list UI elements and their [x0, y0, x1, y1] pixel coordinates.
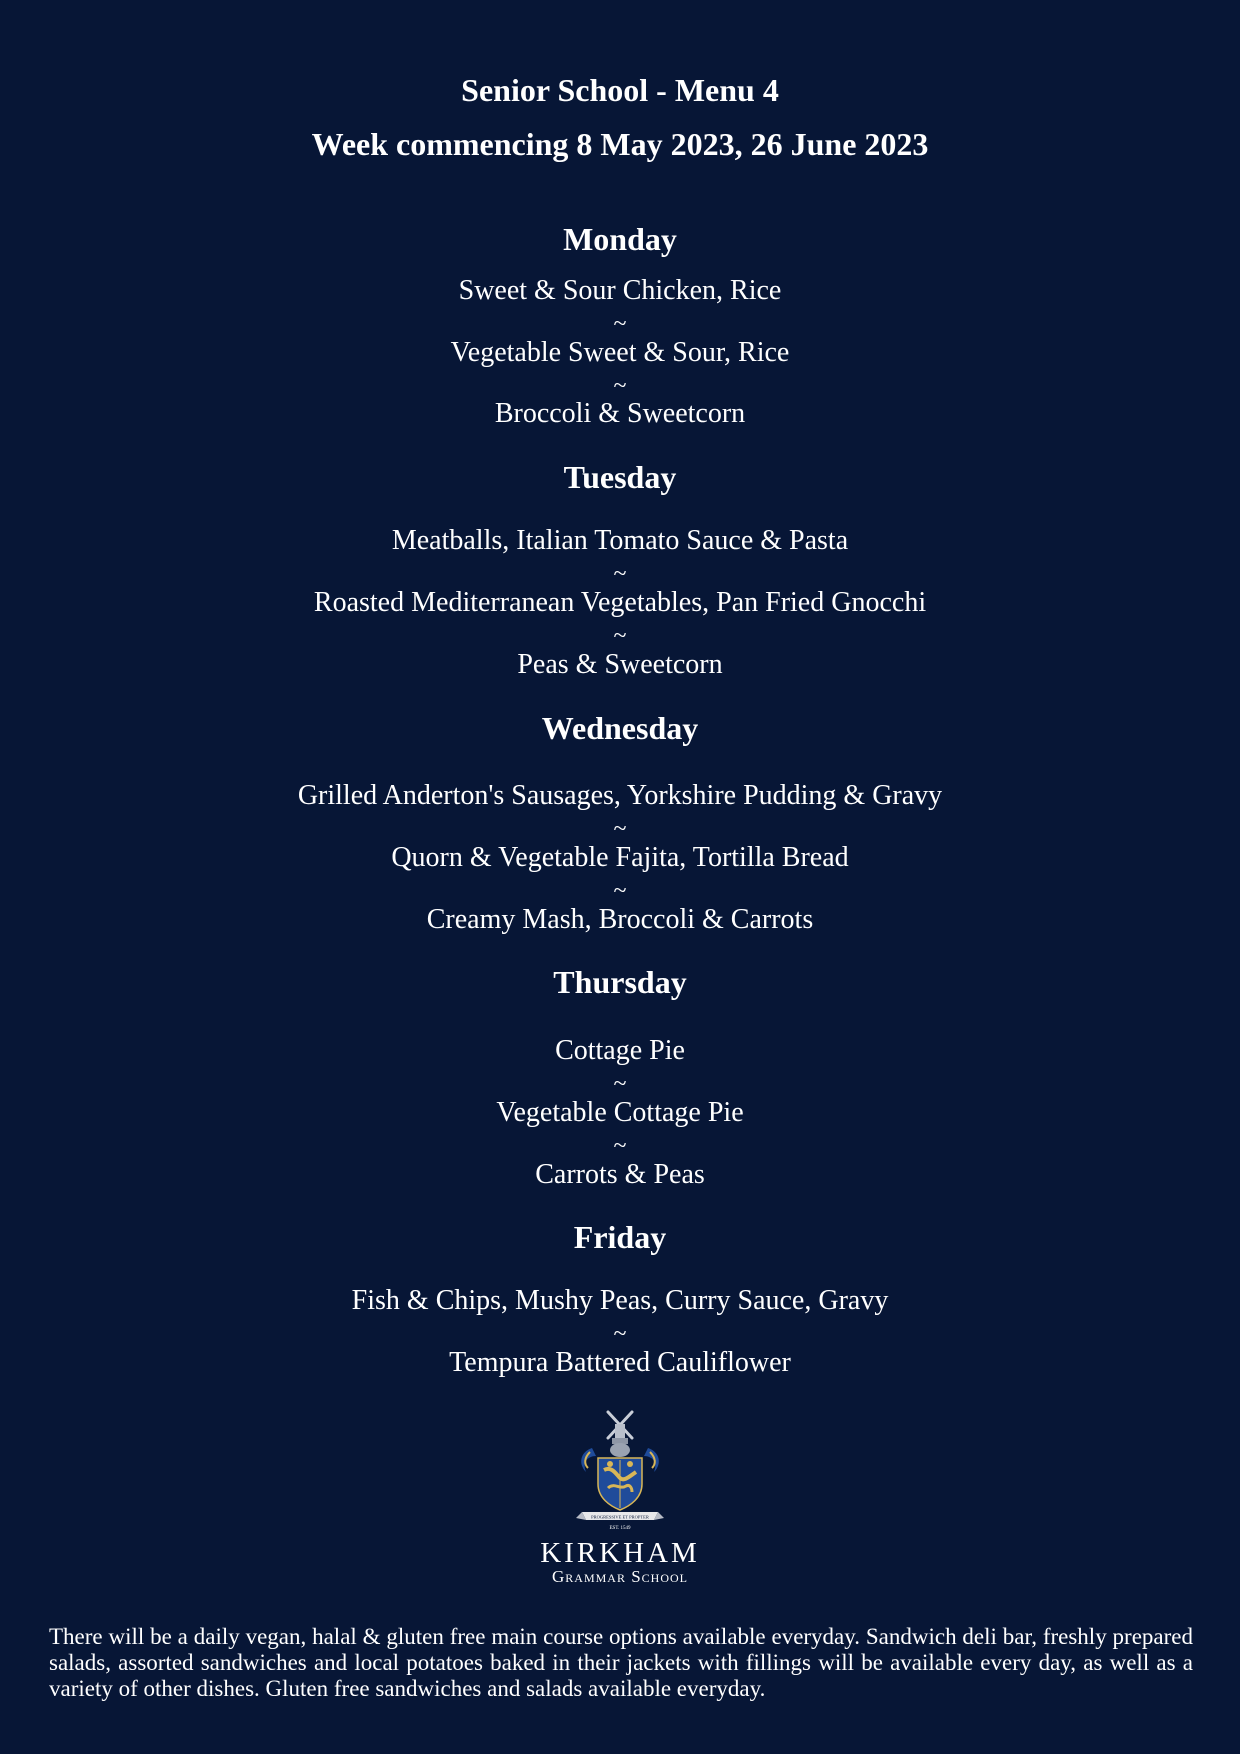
dish-wednesday-3: Creamy Mash, Broccoli & Carrots — [426, 904, 814, 935]
dish-separator: ~ — [613, 561, 627, 587]
dish-separator: ~ — [613, 373, 627, 399]
dish-monday-2: Vegetable Sweet & Sour, Rice — [450, 337, 790, 368]
dish-separator: ~ — [613, 878, 627, 904]
dish-separator: ~ — [613, 1071, 627, 1097]
school-name: KIRKHAM — [540, 1537, 700, 1569]
dish-separator: ~ — [613, 311, 627, 337]
dish-wednesday-2: Quorn & Vegetable Fajita, Tortilla Bread — [391, 842, 849, 873]
dish-wednesday-1: Grilled Anderton's Sausages, Yorkshire Pudding & Gravy — [297, 780, 943, 811]
dish-tuesday-1: Meatballs, Italian Tomato Sauce & Pasta — [391, 525, 849, 556]
dish-thursday-1: Cottage Pie — [555, 1035, 685, 1066]
day-heading-monday: Monday — [563, 221, 677, 257]
page-title: Senior School - Menu 4 — [461, 72, 779, 108]
crest-established: EST. 1549 — [609, 1526, 631, 1531]
dish-friday-1: Fish & Chips, Mushy Peas, Curry Sauce, Gravy — [351, 1285, 889, 1316]
dish-tuesday-3: Peas & Sweetcorn — [517, 649, 723, 680]
dish-monday-3: Broccoli & Sweetcorn — [494, 398, 746, 429]
week-commencing: Week commencing 8 May 2023, 26 June 2023 — [311, 126, 929, 162]
school-name-subtitle: Grammar School — [552, 1567, 688, 1586]
dish-separator: ~ — [613, 623, 627, 649]
dish-friday-2: Tempura Battered Cauliflower — [449, 1347, 791, 1378]
day-heading-friday: Friday — [573, 1219, 667, 1255]
day-heading-thursday: Thursday — [553, 964, 687, 1000]
crest-motto: PROGRESSIVE ET PROPTER — [591, 1514, 649, 1520]
dish-tuesday-2: Roasted Mediterranean Vegetables, Pan Fried Gnocchi — [313, 587, 927, 618]
day-heading-wednesday: Wednesday — [541, 710, 699, 746]
day-heading-tuesday: Tuesday — [563, 459, 677, 495]
dish-separator: ~ — [613, 816, 627, 842]
school-crest-icon — [570, 1408, 670, 1534]
footer-note: There will be a daily vegan, halal & gluten free main course options available everyday. Sandwich deli bar, freshly prepared salads, assorted sandwiches and local potatoes baked in their jackets with fillings will be available every day, as well as a variety of other dishes. Gluten free sandwiches and salads available everyday. — [49, 1624, 1193, 1701]
dish-thursday-3: Carrots & Peas — [535, 1159, 705, 1190]
dish-separator: ~ — [613, 1321, 627, 1347]
dish-thursday-2: Vegetable Cottage Pie — [496, 1097, 744, 1128]
dish-monday-1: Sweet & Sour Chicken, Rice — [458, 275, 782, 306]
dish-separator: ~ — [613, 1133, 627, 1159]
